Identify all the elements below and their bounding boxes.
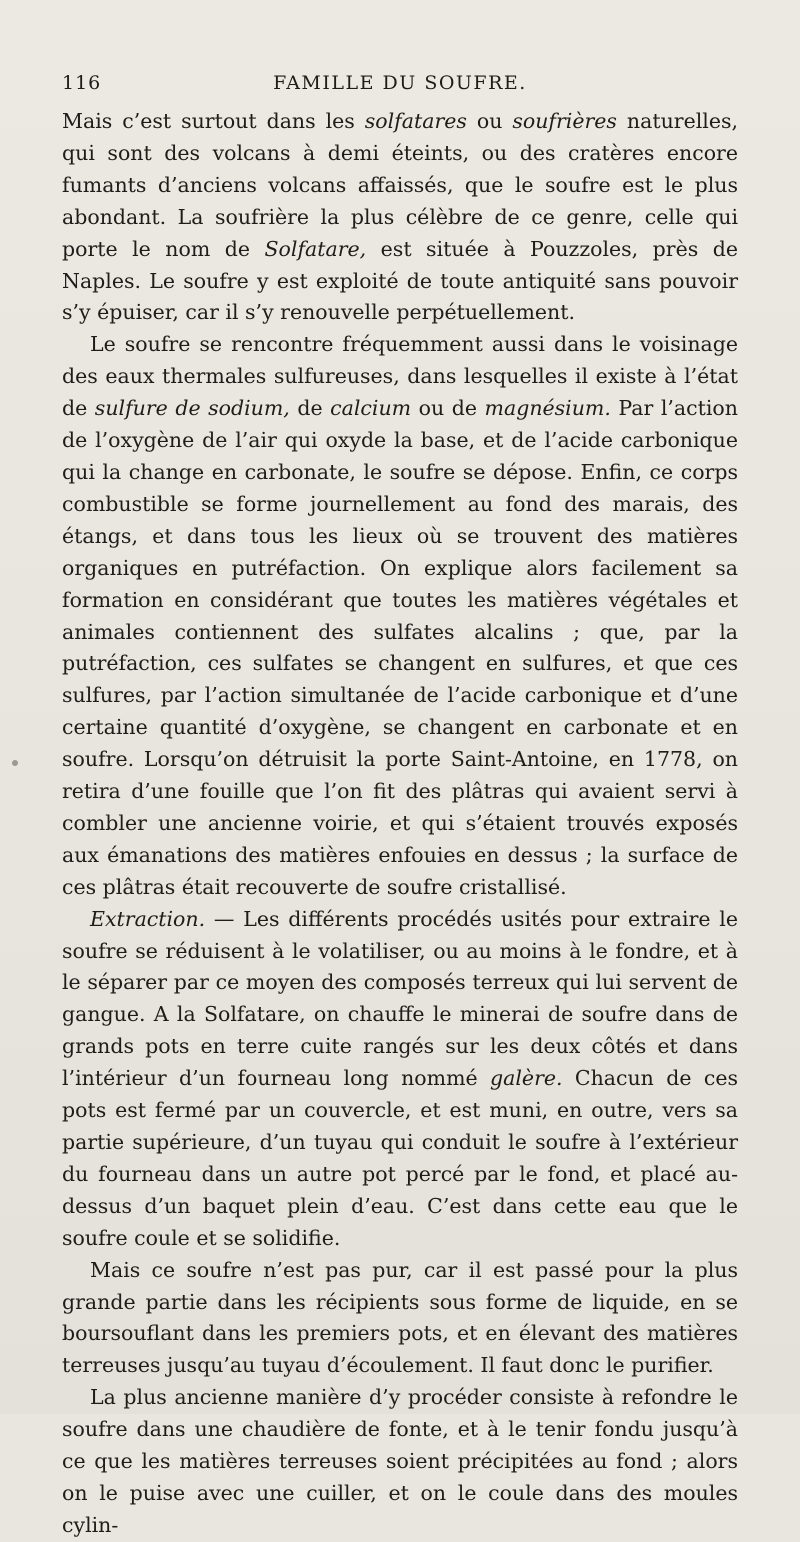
paragraph xyxy=(62,1255,738,1383)
text-segment: La plus ancienne manière d’y procéder consiste à refondre le soufre dans une chaudière de fonte, et à le tenir fondu jusqu’à ce que les matières terreuses soient précipitées au fond ; alors on le puise avec une cuiller, et on le coule dans des moules cylin- xyxy=(62,1385,738,1537)
body-text xyxy=(62,106,738,1542)
text-segment: ou xyxy=(466,109,513,133)
page-number: 116 xyxy=(62,72,102,94)
italic-text: solfatares xyxy=(364,109,467,133)
italic-text: Extraction. xyxy=(90,906,206,931)
italic-text: Solfatare, xyxy=(264,236,367,261)
running-title: FAMILLE DU SOUFRE. xyxy=(273,72,527,94)
text-segment: ou de xyxy=(411,396,485,421)
italic-text: sulfure de sodium, xyxy=(94,396,290,421)
running-head xyxy=(62,72,738,100)
text-segment: Le soufre se rencontre fréquemment aussi dans le voisinage des eaux thermales sulfureuses, dans lesquelles il existe à l’état de xyxy=(62,332,738,421)
text-segment: est située à Pouzzoles, près de Naples. Le soufre y est exploité de toute antiquité sans pouvoir s’y épuiser, car il s’y renouvelle perpétuellement. xyxy=(62,236,738,325)
italic-text: soufrières xyxy=(512,109,617,133)
text-segment: de xyxy=(289,396,331,421)
text-segment: Mais ce soufre n’est pas pur, car il est passé pour la plus grande partie dans les récipients sous forme de liquide, en se boursouflant dans les premiers pots, et en élevant des matières terreuses jusqu’au tuyau d’écoulement. Il faut donc le purifier. xyxy=(62,1257,738,1378)
paragraph xyxy=(62,329,738,903)
text-segment: Mais c’est surtout dans les xyxy=(62,109,365,133)
text-segment: Par l’action de l’oxygène de l’air qui oxyde la base, et de l’acide carbonique qui la change en carbonate, le soufre se dépose. Enfin, ce corps combustible se forme journellement au fond des marais, des étangs, et dans tous les lieux où se trouvent des matières organiques en putréfaction. On explique alors facilement sa formation en considérant que toutes les matières végétales et animales contiennent des sulfates alcalins ; que, par la putréfaction, ces sulfates se changent en sulfures, et que ces sulfures, par l’action simultanée de l’acide carbonique et d’une certaine quantité d’oxygène, se changent en carbonate et en soufre. Lorsqu’on détruisit la porte Saint-Antoine, en 1778, on retira d’une fouille que l’on fit des plâtras qui avaient servi à combler une ancienne voirie, et qui s’étaient trouvés exposés aux émanations des matières enfouies en dessus ; la surface de ces plâtras était recouverte de soufre cristallisé. xyxy=(62,396,738,899)
paragraph xyxy=(62,904,738,1255)
margin-speck xyxy=(12,760,18,766)
text-segment: — Les différents procédés usités pour extraire le soufre se réduisent à le volatiliser, ou au moins à le fondre, et à le séparer par ce moyen des composés terreux qui lui servent de gangue. A la Solfatare, on chauffe le minerai de soufre dans de grands pots en terre cuite rangés sur les deux côtés et dans l’intérieur d’un fourneau long nommé xyxy=(62,906,738,1091)
text-segment: Chacun de ces pots est fermé par un couvercle, et est muni, en outre, vers sa partie supérieure, d’un tuyau qui conduit le soufre à l’extérieur du fourneau dans un autre pot percé par le fond, et placé au-dessus d’un baquet plein d’eau. C’est dans cette eau que le soufre coule et se solidifie. xyxy=(62,1066,738,1250)
paragraph xyxy=(62,1382,738,1542)
text-segment: naturelles, qui sont des volcans à demi éteints, ou des cratères encore fumants d’anciens volcans affaissés, que le soufre est le plus abondant. La soufrière la plus célèbre de ce genre, celle qui porte le nom de xyxy=(62,109,738,261)
italic-text: galère. xyxy=(490,1066,563,1091)
italic-text: magnésium. xyxy=(484,396,611,421)
italic-text: calcium xyxy=(330,396,412,421)
paragraph xyxy=(62,106,738,329)
